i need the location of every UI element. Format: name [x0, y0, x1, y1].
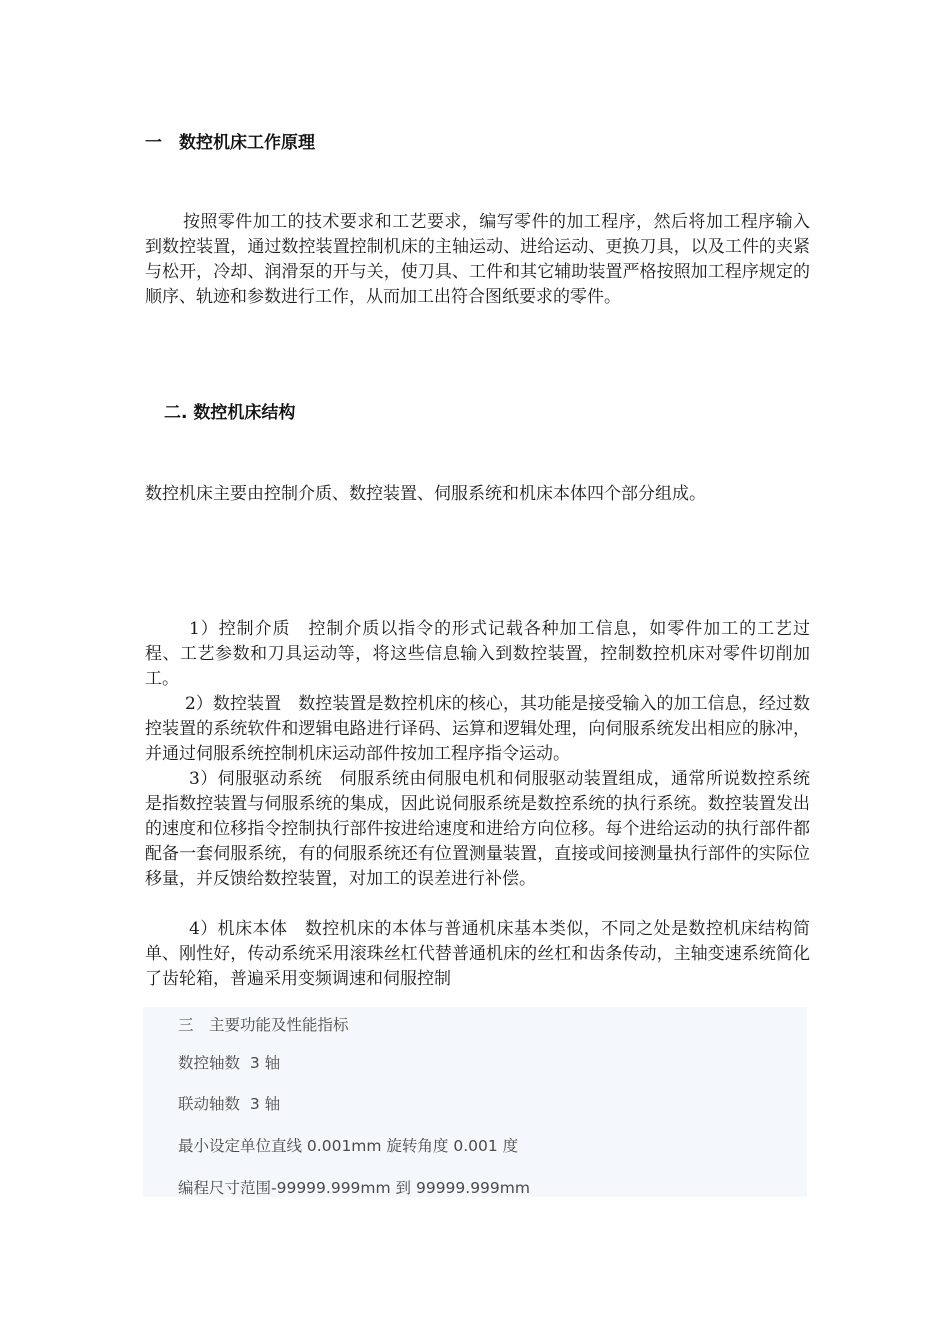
- section-3-heading: 三 主要功能及性能指标: [178, 1016, 349, 1034]
- section-1-heading: 一 数控机床工作原理: [145, 133, 315, 153]
- spec-program-range: 编程尺寸范围-99999.999mm 到 99999.999mm: [178, 1179, 530, 1197]
- structure-item-machine-body: 4）机床本体 数控机床的本体与普通机床基本类似，不同之处是数控机床结构简单、刚性好，传动系统采用滚珠丝杠代替普通机床的丝杠和齿条传动，主轴变速系统简化了齿轮箱，普遍采用变频调速和伺服控制: [145, 919, 810, 989]
- specs-panel: [143, 1007, 807, 1197]
- section-2-heading: 二. 数控机床结构: [164, 403, 296, 423]
- spec-min-unit: 最小设定单位直线 0.001mm 旋转角度 0.001 度: [178, 1137, 519, 1155]
- section-2-intro: 数控机床主要由控制介质、数控装置、伺服系统和机床本体四个部分组成。: [145, 484, 706, 504]
- spec-nc-axes: 数控轴数 3 轴: [178, 1054, 281, 1072]
- section-1-body: 按照零件加工的技术要求和工艺要求，编写零件的加工程序，然后将加工程序输入到数控装置，通过数控装置控制机床的主轴运动、进给运动、更换刀具，以及工件的夹紧与松开，冷却、润滑泵的开与关，使刀具、工件和其它辅助装置严格按照加工程序规定的顺序、轨迹和参数进行工作，从而加工出符合图纸要求的零件。: [145, 212, 810, 307]
- structure-item-nc-device: 2）数控装置 数控装置是数控机床的核心，其功能是接受输入的加工信息，经过数控装置的系统软件和逻辑电路进行译码、运算和逻辑处理，向伺服系统发出相应的脉冲，并通过伺服系统控制机床运动部件按加工程序指令运动。: [145, 694, 810, 764]
- structure-item-control-medium: 1）控制介质 控制介质以指令的形式记载各种加工信息，如零件加工的工艺过程、工艺参数和刀具运动等，将这些信息输入到数控装置，控制数控机床对零件切削加工。: [145, 619, 810, 689]
- spec-linked-axes: 联动轴数 3 轴: [178, 1095, 281, 1113]
- structure-item-servo-system: 3）伺服驱动系统 伺服系统由伺服电机和伺服驱动装置组成，通常所说数控系统是指数控装置与伺服系统的集成，因此说伺服系统是数控系统的执行系统。数控装置发出的速度和位移指令控制执行部件按进给速度和进给方向位移。每个进给运动的执行部件都配备一套伺服系统，有的伺服系统还有位置测量装置，直接或间接测量执行部件的实际位移量，并反馈给数控装置，对加工的误差进行补偿。: [145, 769, 810, 889]
